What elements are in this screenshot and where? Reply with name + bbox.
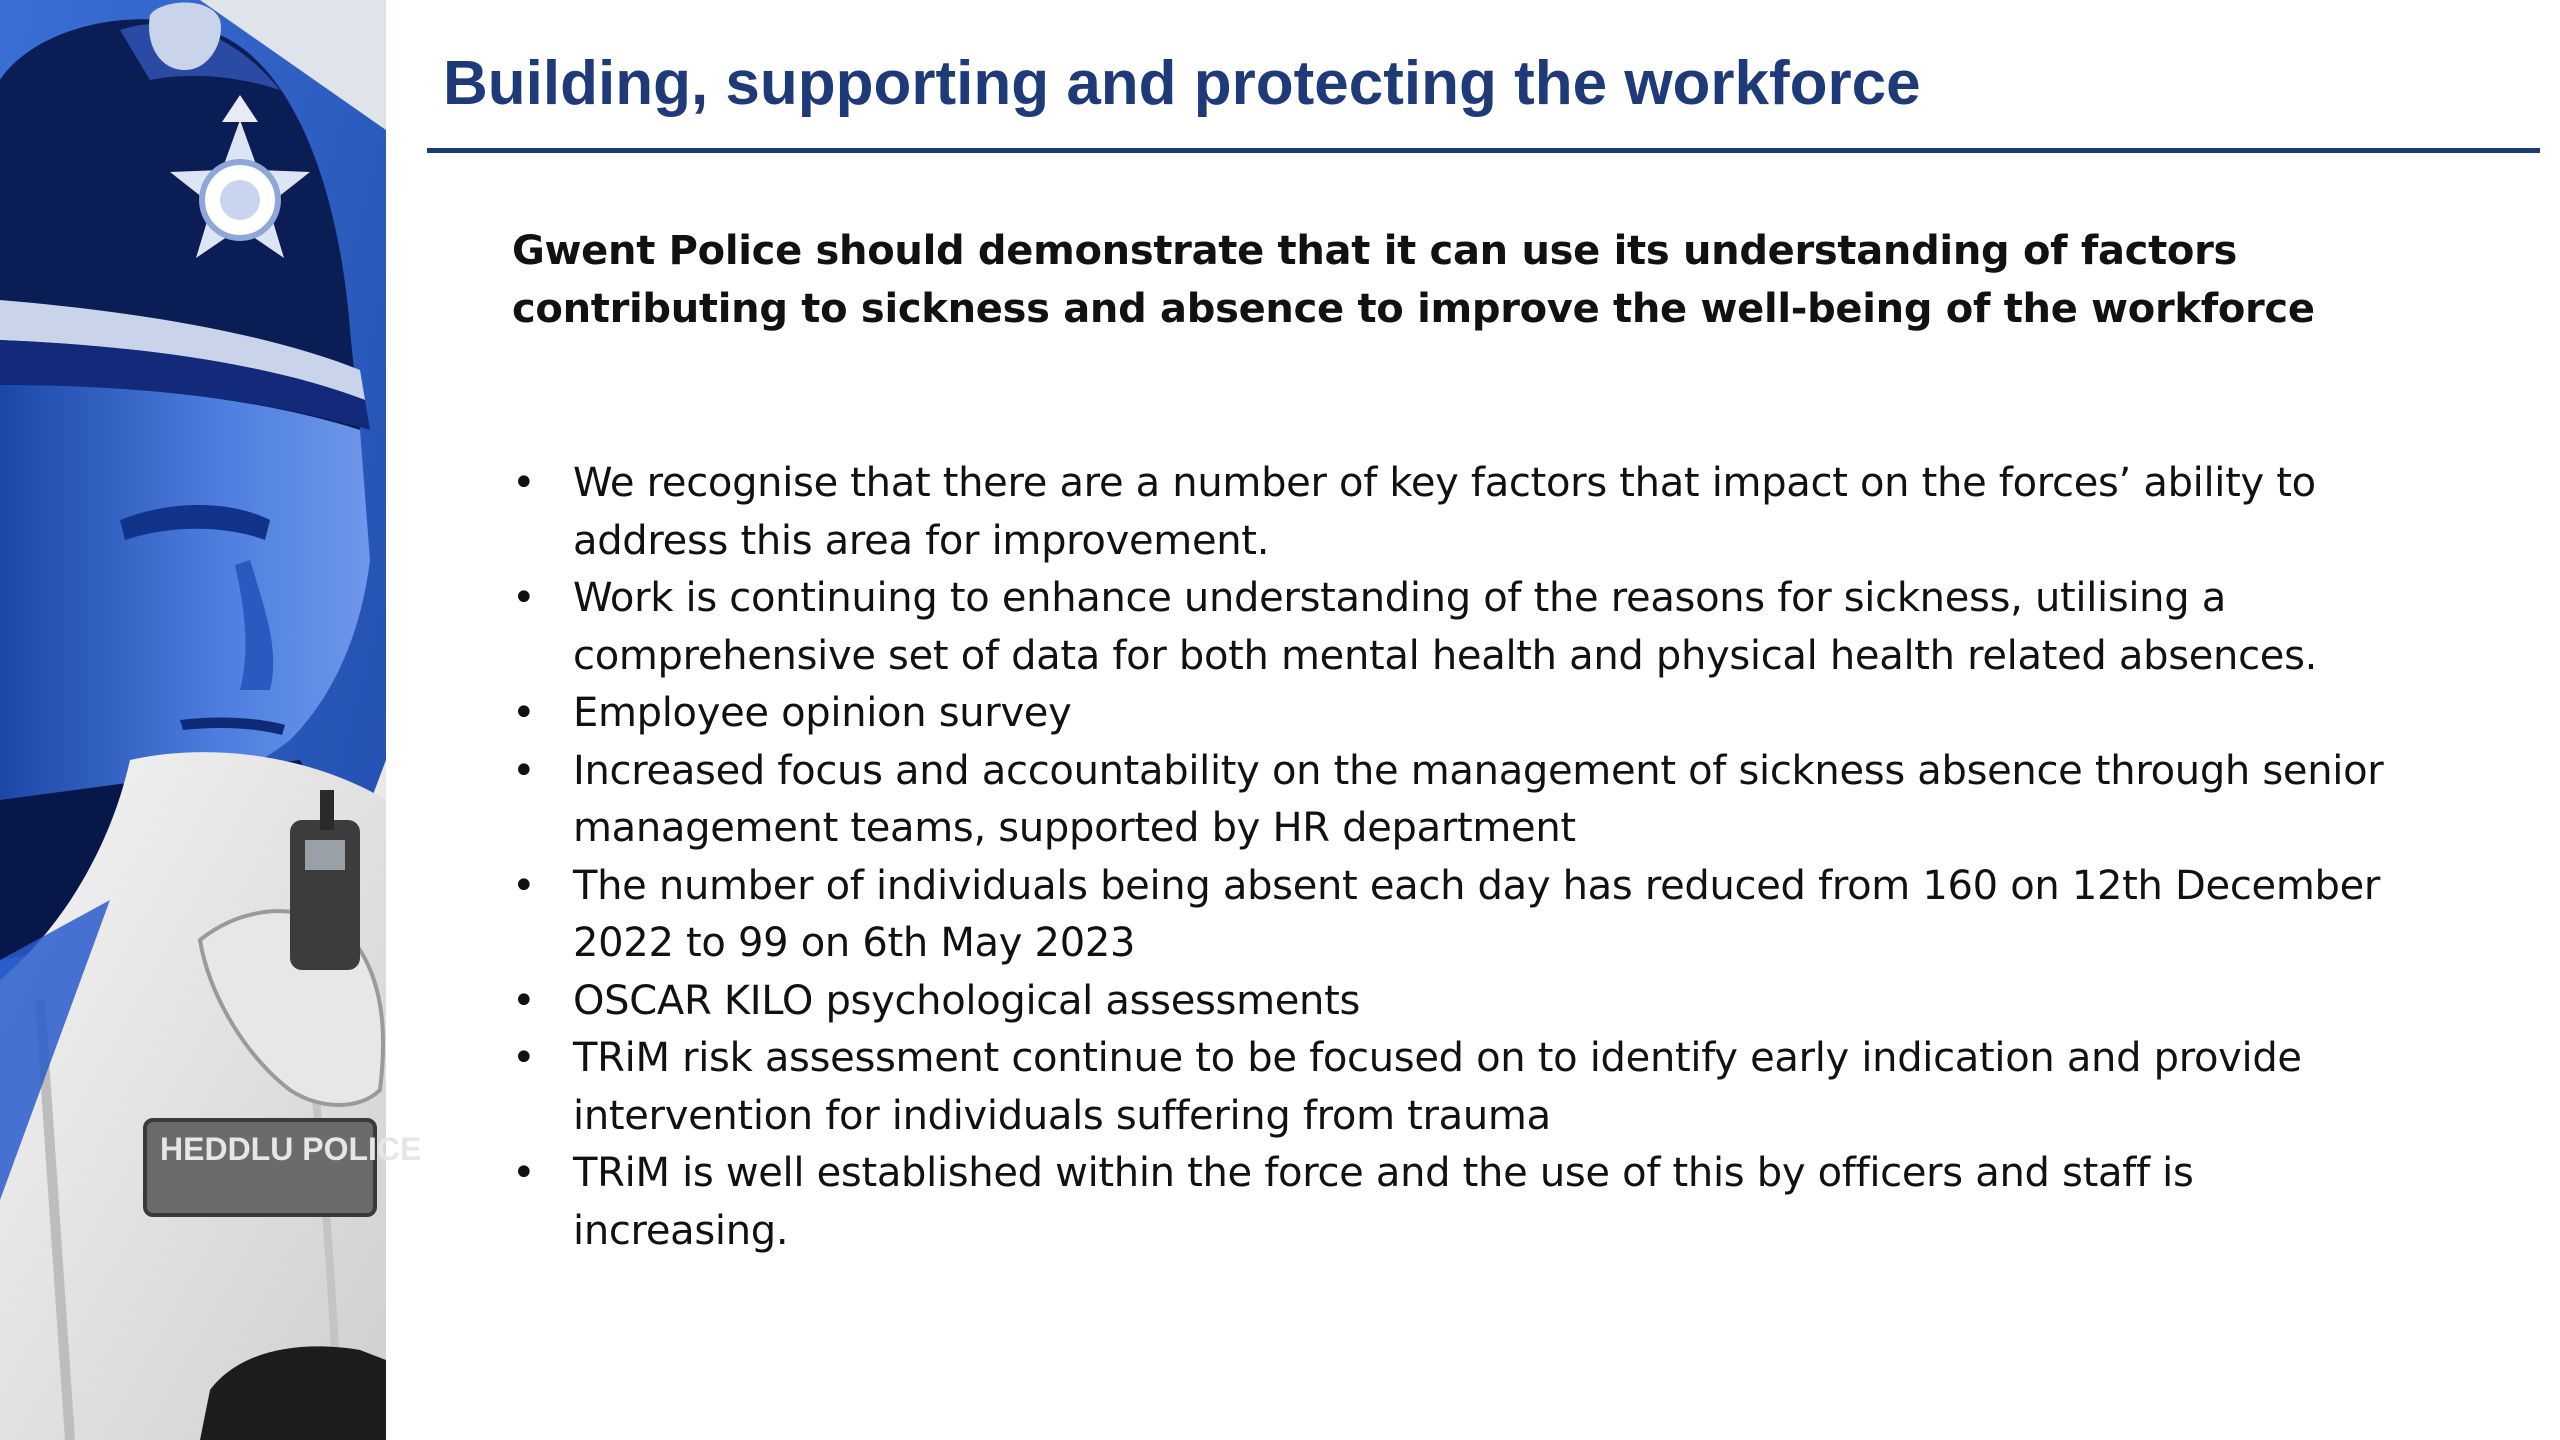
bullet-item (512, 570, 2392, 685)
bullet-icon: • (512, 1150, 536, 1196)
bullet-text: Employee opinion survey (573, 690, 1072, 736)
bullet-text: TRiM risk assessment continue to be focused on to identify early indication and provide intervention for individuals suffering from trauma (573, 1035, 2302, 1139)
bullet-icon: • (512, 690, 536, 736)
bullet-text: OSCAR KILO psychological assessments (573, 977, 1361, 1024)
bullet-item (512, 1145, 2392, 1260)
bullet-item (512, 685, 2392, 743)
bullet-text: The number of individuals being absent each day has reduced from 160 on 12th December 2022 to 99 on 6th May 2023 (573, 862, 2381, 966)
bullet-icon: • (512, 575, 536, 621)
svg-text:HEDDLU POLICE: HEDDLU POLICE (160, 1131, 422, 1167)
bullet-text: Increased focus and accountability on the management of sickness absence through senior management teams, supported by HR department (573, 747, 2384, 851)
bullet-item (512, 743, 2392, 858)
bullet-icon: • (512, 862, 536, 909)
bullet-icon: • (512, 747, 536, 794)
bullet-text: We recognise that there are a number of key factors that impact on the forces’ ability to address this area for improvement. (573, 460, 2316, 564)
officer-photo-illustration (0, 0, 422, 1440)
officer-photo (0, 0, 422, 1440)
bullet-item (512, 973, 2392, 1031)
bullet-text: Work is continuing to enhance understanding of the reasons for sickness, utilising a comprehensive set of data for both mental health and physical health related absences. (573, 575, 2318, 679)
bullet-item (512, 858, 2392, 973)
title-divider (427, 148, 2540, 153)
bullet-icon: • (512, 460, 536, 506)
bullet-list (512, 455, 2392, 1260)
bullet-icon: • (512, 977, 536, 1024)
bullet-icon: • (512, 1035, 536, 1081)
bullet-text: TRiM is well established within the force and the use of this by officers and staff is increasing. (573, 1150, 2194, 1254)
slide-subtitle: Gwent Police should demonstrate that it can use its understanding of factors contributing to sickness and absence to improve the well-being of the workforce (512, 228, 2315, 332)
bullet-item (512, 1030, 2392, 1145)
bullet-item (512, 455, 2392, 570)
slide-title: Building, supporting and protecting the workforce (443, 49, 1921, 118)
